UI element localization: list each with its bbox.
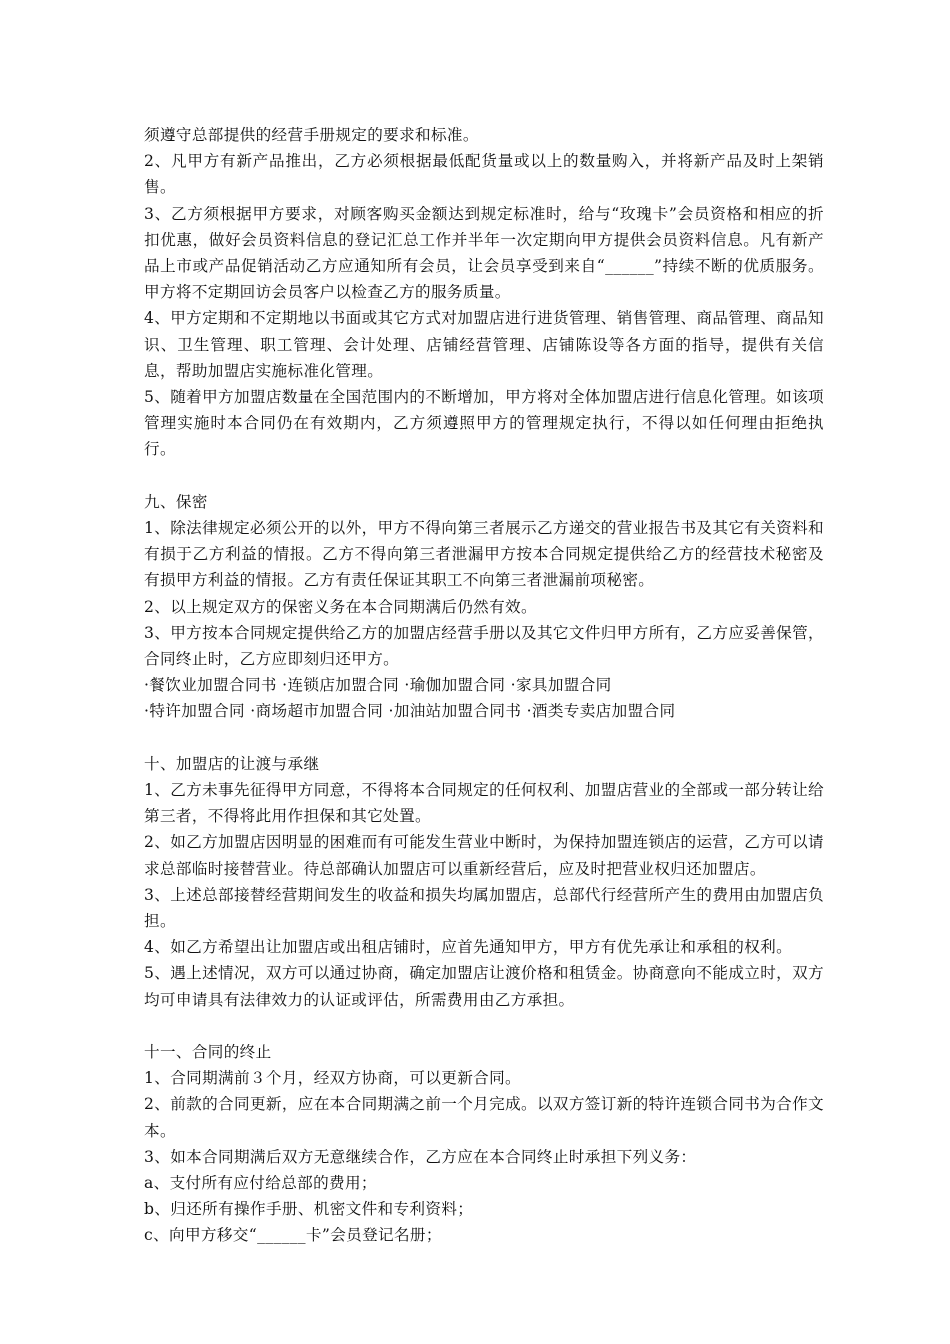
transfer-clause-1: 1、乙方未事先征得甲方同意，不得将本合同规定的任何权利、加盟店营业的全部或一部分转让给第三者，不得将此用作担保和其它处置。 xyxy=(144,781,824,826)
section-heading-termination: 十一、合同的终止 xyxy=(144,1043,272,1062)
section-heading-transfer: 十、加盟店的让渡与承继 xyxy=(144,754,320,773)
transfer-clause-5: 5、遇上述情况，双方可以通过协商，确定加盟店让渡价格和租赁金。协商意向不能成立时，双方均可申请具有法律效力的认证或评估，所需费用由乙方承担。 xyxy=(144,964,824,1009)
clause-2: 2、凡甲方有新产品推出，乙方必须根据最低配货量或以上的数量购入，并将新产品及时上架销售。 xyxy=(144,152,824,197)
termination-item-a: a、支付所有应付给总部的费用； xyxy=(144,1174,377,1193)
termination-item-c: c、向甲方移交“______卡”会员登记名册； xyxy=(144,1226,442,1245)
paragraph-continued: 须遵守总部提供的经营手册规定的要求和标准。 xyxy=(144,126,479,144)
contract-page xyxy=(144,122,824,1249)
spacer xyxy=(144,725,824,751)
termination-clause-1: 1、合同期满前３个月，经双方协商，可以更新合同。 xyxy=(144,1069,521,1088)
section-heading-confidentiality: 九、保密 xyxy=(144,492,208,511)
transfer-clause-2: 2、如乙方加盟店因明显的困难而有可能发生营业中断时，为保持加盟连锁店的运营，乙方可以请求总部临时接替营业。待总部确认加盟店可以重新经营后，应及时把营业权归还加盟店。 xyxy=(144,833,824,878)
spacer xyxy=(144,463,824,489)
confidentiality-clause-1: 1、除法律规定必须公开的以外，甲方不得向第三者展示乙方递交的营业报告书及其它有关资料和有损于乙方利益的情报。乙方不得向第三者泄漏甲方按本合同规定提供给乙方的经营技术秘密及有损甲方利益的情报。乙方有责任保证其职工不向第三者泄漏前项秘密。 xyxy=(144,519,824,590)
confidentiality-clause-3: 3、甲方按本合同规定提供给乙方的加盟店经营手册以及其它文件归甲方所有，乙方应妥善保管，合同终止时，乙方应即刻归还甲方。 xyxy=(144,623,824,669)
related-links-row-1: ·餐饮业加盟合同书 ·连锁店加盟合同 ·瑜伽加盟合同 ·家具加盟合同 xyxy=(144,676,612,695)
transfer-clause-3: 3、上述总部接替经营期间发生的收益和损失均属加盟店，总部代行经营所产生的费用由加盟店负担。 xyxy=(144,885,824,931)
related-links-row-2: ·特许加盟合同 ·商场超市加盟合同 ·加油站加盟合同书 ·酒类专卖店加盟合同 xyxy=(144,702,676,721)
termination-item-b: b、归还所有操作手册、机密文件和专利资料； xyxy=(144,1200,474,1219)
termination-clause-2: 2、前款的合同更新，应在本合同期满之前一个月完成。以双方签订新的特许连锁合同书为合作文本。 xyxy=(144,1095,824,1140)
confidentiality-clause-2: 2、以上规定双方的保密义务在本合同期满后仍然有效。 xyxy=(144,597,537,616)
clause-4: 4、甲方定期和不定期地以书面或其它方式对加盟店进行进货管理、销售管理、商品管理、商品知识、卫生管理、职工管理、会计处理、店铺经营管理、店铺陈设等各方面的指导，提供有关信息，帮助加盟店实施标准化管理。 xyxy=(144,309,824,380)
spacer xyxy=(144,1013,824,1039)
clause-5: 5、随着甲方加盟店数量在全国范围内的不断增加，甲方将对全体加盟店进行信息化管理。如该项管理实施时本合同仍在有效期内，乙方须遵照甲方的管理规定执行，不得以如任何理由拒绝执行。 xyxy=(144,388,824,459)
transfer-clause-4: 4、如乙方希望出让加盟店或出租店铺时，应首先通知甲方，甲方有优先承让和承租的权利。 xyxy=(144,938,793,957)
clause-3: 3、乙方须根据甲方要求，对顾客购买金额达到规定标准时，给与“玫瑰卡”会员资格和相应的折扣优惠，做好会员资料信息的登记汇总工作并半年一次定期向甲方提供会员资料信息。凡有新产品上市或产品促销活动乙方应通知所有会员，让会员享受到来自“______”持续不断的优质服务。甲方将不定期回访会员客户以检查乙方的服务质量。 xyxy=(144,204,824,302)
termination-clause-3: 3、如本合同期满后双方无意继续合作，乙方应在本合同终止时承担下列义务： xyxy=(144,1147,697,1166)
